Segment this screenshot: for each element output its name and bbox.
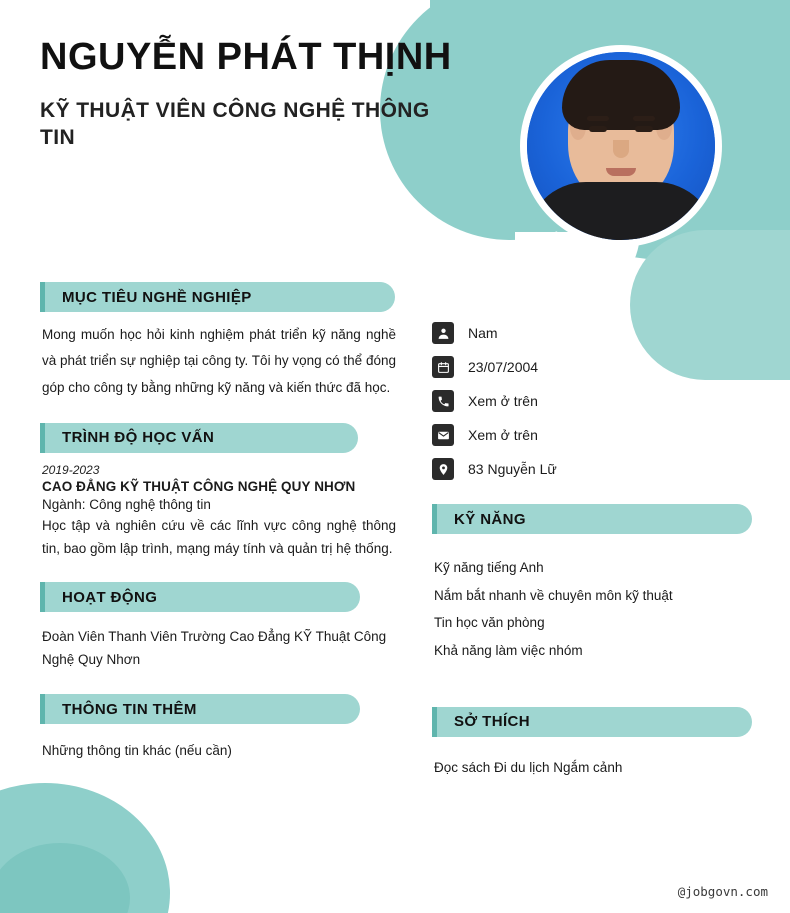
page-title: NGUYỄN PHÁT THỊNH	[40, 36, 452, 78]
section-heading-education	[40, 423, 358, 453]
section-education	[40, 423, 398, 560]
contact-value: 23/07/2004	[468, 359, 539, 375]
cv-header	[40, 36, 460, 152]
section-heading-label: TRÌNH ĐỘ HỌC VẤN	[62, 429, 215, 447]
education-school: CAO ĐẲNG KỸ THUẬT CÔNG NGHỆ QUY NHƠN	[42, 478, 356, 494]
section-heading-skills	[432, 504, 752, 534]
heading-accent-bar	[40, 694, 45, 724]
section-activities	[40, 582, 398, 672]
contact-row-gender	[432, 322, 752, 344]
education-date: 2019-2023	[42, 462, 100, 477]
contact-value: 83 Nguyễn Lữ	[468, 461, 557, 477]
section-skills	[432, 504, 752, 665]
contact-row-address	[432, 458, 752, 480]
contact-row-email	[432, 424, 752, 446]
skill-item: Nắm bắt nhanh về chuyên môn kỹ thuật	[434, 587, 673, 603]
contact-row-birthdate	[432, 356, 752, 378]
avatar-photo	[527, 52, 715, 240]
watermark: @jobgovn.com	[677, 884, 768, 899]
section-objective	[40, 282, 398, 401]
contact-value: Xem ở trên	[468, 427, 538, 443]
job-title: KỸ THUẬT VIÊN CÔNG NGHỆ THÔNG TIN	[40, 98, 430, 150]
avatar	[520, 45, 722, 247]
person-icon	[432, 322, 454, 344]
section-heading-more-info	[40, 694, 360, 724]
skill-item: Tin học văn phòng	[434, 615, 545, 631]
section-hobbies	[432, 707, 752, 780]
more-info-text: Những thông tin khác (nếu cần)	[42, 743, 232, 759]
contact-row-phone	[432, 390, 752, 412]
section-heading-label: SỞ THÍCH	[454, 713, 530, 731]
hobbies-text: Đọc sách Đi du lịch Ngắm cảnh	[434, 759, 623, 775]
calendar-icon	[432, 356, 454, 378]
section-heading-label: MỤC TIÊU NGHỀ NGHIỆP	[62, 288, 252, 306]
contact-list	[432, 322, 752, 480]
heading-accent-bar	[432, 504, 437, 534]
heading-accent-bar	[40, 423, 45, 453]
skill-item: Kỹ năng tiếng Anh	[434, 560, 544, 575]
skill-item: Khả năng làm việc nhóm	[434, 643, 583, 659]
contact-value: Nam	[468, 325, 498, 341]
contact-value: Xem ở trên	[468, 393, 538, 409]
heading-accent-bar	[40, 582, 45, 612]
left-column	[40, 282, 398, 769]
section-heading-label: THÔNG TIN THÊM	[62, 700, 197, 718]
section-heading-label: KỸ NĂNG	[454, 510, 526, 528]
mail-icon	[432, 424, 454, 446]
section-heading-hobbies	[432, 707, 752, 737]
phone-icon	[432, 390, 454, 412]
objective-text: Mong muốn học hỏi kinh nghiệm phát triển kỹ năng nghề và phát triển sự nghiệp tại công ty. Tôi hy vọng có thể đóng góp cho công ty bằng những kỹ năng và kiến thức đã học.	[42, 327, 396, 395]
education-description: Học tập và nghiên cứu về các lĩnh vực công nghệ thông tin, bao gồm lập trình, mạng máy tính và quản trị hệ thống.	[42, 517, 396, 557]
education-major: Ngành: Công nghệ thông tin	[42, 496, 211, 512]
location-pin-icon	[432, 458, 454, 480]
heading-accent-bar	[432, 707, 437, 737]
section-heading-objective	[40, 282, 395, 312]
activities-text: Đoàn Viên Thanh Viên Trường Cao Đẳng KỸ Thuật Công Nghệ Quy Nhơn	[42, 629, 387, 668]
section-heading-activities	[40, 582, 360, 612]
section-heading-label: HOẠT ĐỘNG	[62, 588, 158, 606]
right-column	[432, 322, 752, 786]
section-more-info	[40, 694, 398, 763]
heading-accent-bar	[40, 282, 45, 312]
